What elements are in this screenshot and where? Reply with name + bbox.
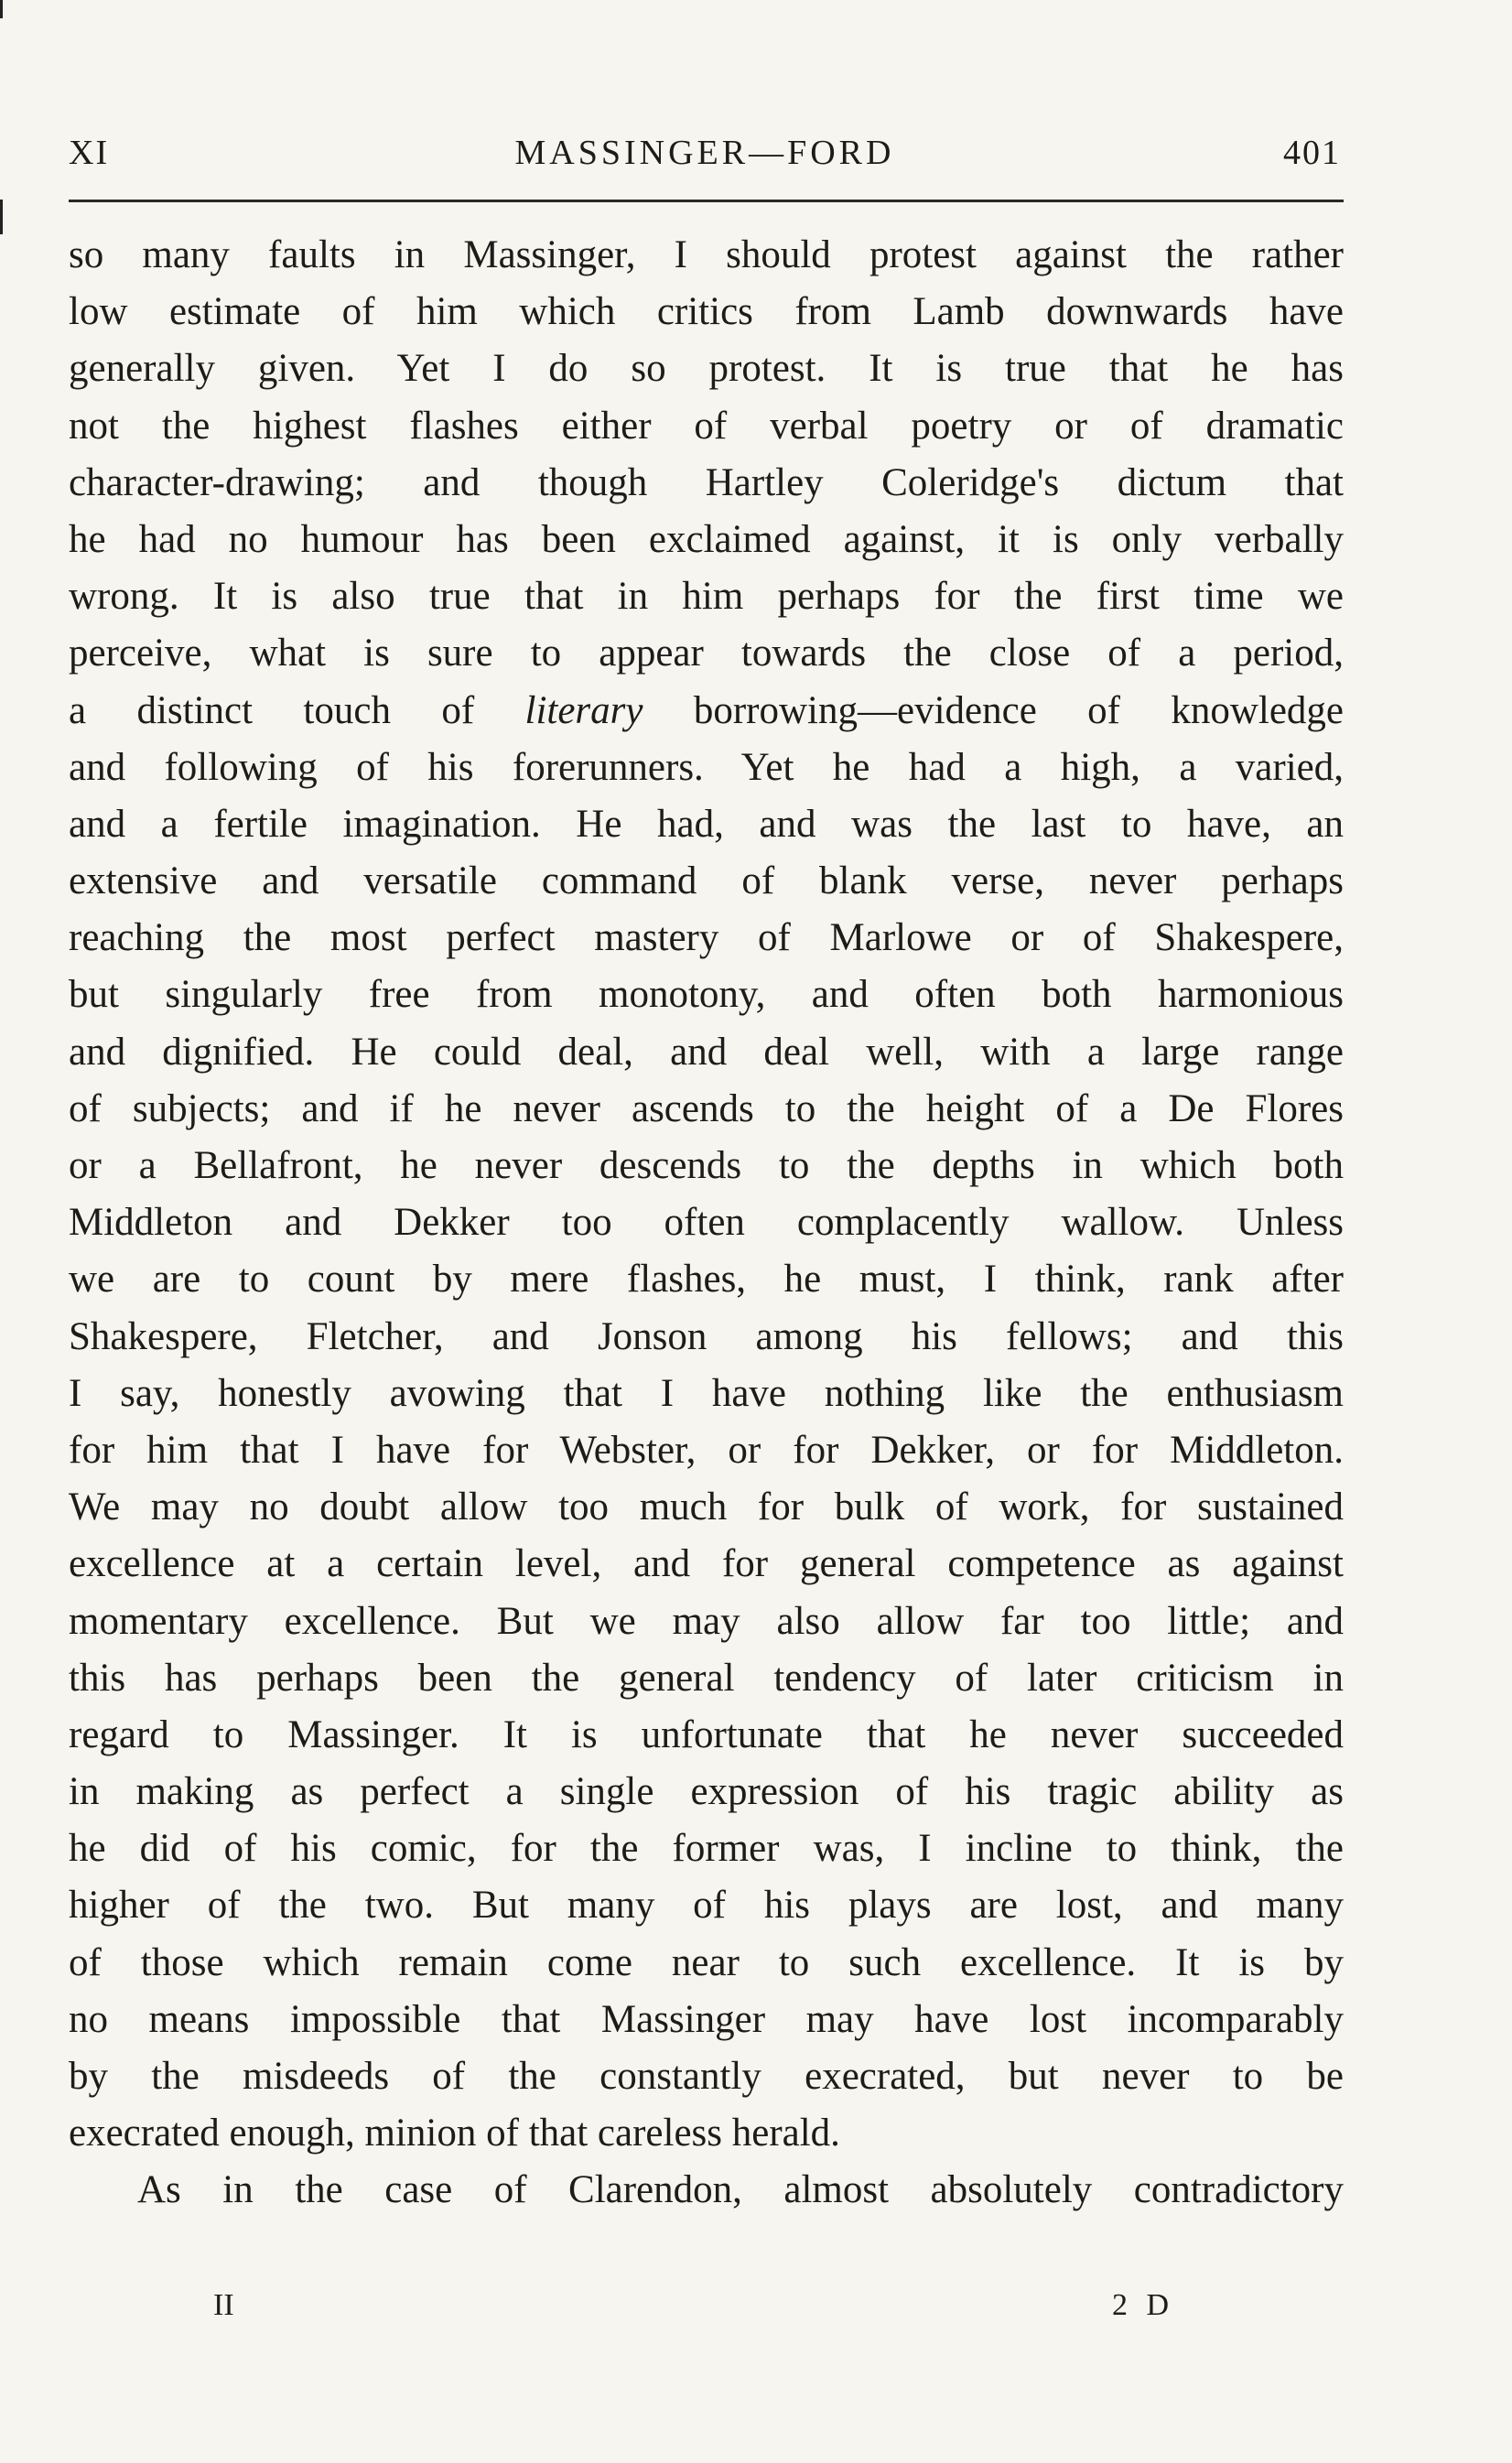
- running-header: [69, 133, 1341, 188]
- text-line: we are to count by mere flashes, he must, I think, rank after: [69, 1258, 1344, 1302]
- text-line: or a Bellafront, he never descends to the depths in which both: [69, 1144, 1344, 1187]
- italic-word: literary: [524, 688, 643, 732]
- text-line: generally given. Yet I do so protest. It is true that he has: [69, 347, 1344, 391]
- text-line: excellence at a certain level, and for general competence as against: [69, 1542, 1344, 1586]
- text-line: regard to Massinger. It is unfortunate that he never succeeded: [69, 1712, 1344, 1756]
- text-line: no means impossible that Massinger may have lost incomparably: [69, 1997, 1344, 2041]
- text-line: of subjects; and if he never ascends to the height of a De Flores: [69, 1086, 1344, 1130]
- text-line: Shakespere, Fletcher, and Jonson among his fellows; and this: [69, 1314, 1344, 1358]
- text-line: and following of his forerunners. Yet he had a high, a varied,: [69, 745, 1344, 789]
- text-line: momentary excellence. But we may also allow far too little; and: [69, 1599, 1344, 1643]
- text-line: he did of his comic, for the former was, I incline to think, the: [69, 1827, 1344, 1871]
- text-segment: a distinct touch of: [69, 688, 525, 732]
- chapter-number: XI: [69, 134, 110, 172]
- volume-number: II: [213, 2288, 234, 2322]
- text-line: by the misdeeds of the constantly execrated, but never to be: [69, 2055, 1344, 2098]
- page-number: 401: [1283, 134, 1341, 172]
- text-line: of those which remain come near to such excellence. It is by: [69, 1940, 1344, 1984]
- text-line: not the highest flashes either of verbal poetry or of dramatic: [69, 404, 1344, 448]
- paragraph-end-line: execrated enough, minion of that careless herald.: [69, 2112, 840, 2155]
- text-line: perceive, what is sure to appear towards the close of a period,: [69, 632, 1344, 675]
- paragraph-start-line: As in the case of Clarendon, almost absolutely contradictory: [137, 2168, 1344, 2212]
- text-line: higher of the two. But many of his plays are lost, and many: [69, 1884, 1344, 1928]
- text-line: I say, honestly avowing that I have nothing like the enthusiasm: [69, 1371, 1344, 1415]
- page-edge-mark: [0, 200, 3, 234]
- text-line: low estimate of him which critics from Lamb downwards have: [69, 290, 1344, 334]
- body-text: [69, 227, 1344, 2220]
- page-footer: [69, 2288, 1344, 2334]
- text-line: and dignified. He could deal, and deal well, with a large range: [69, 1030, 1344, 1074]
- text-line: extensive and versatile command of blank verse, never perhaps: [69, 859, 1344, 903]
- text-line-with-italic: [69, 683, 1344, 740]
- text-line: character-drawing; and though Hartley Coleridge's dictum that: [69, 460, 1344, 504]
- text-line: he had no humour has been exclaimed against, it is only verbally: [69, 517, 1344, 561]
- text-line: but singularly free from monotony, and often both harmonious: [69, 973, 1344, 1017]
- text-line: wrong. It is also true that in him perhaps for the first time we: [69, 575, 1344, 619]
- text-line: so many faults in Massinger, I should protest against the rather: [69, 233, 1344, 276]
- header-rule: [69, 200, 1344, 202]
- text-line: Middleton and Dekker too often complacently wallow. Unless: [69, 1201, 1344, 1245]
- running-title: MASSINGER—FORD: [514, 134, 895, 172]
- text-line: We may no doubt allow too much for bulk of work, for sustained: [69, 1485, 1344, 1529]
- text-line: reaching the most perfect mastery of Marlowe or of Shakespere,: [69, 916, 1344, 960]
- text-line: for him that I have for Webster, or for Dekker, or for Middleton.: [69, 1428, 1344, 1472]
- text-line: this has perhaps been the general tendency of later criticism in: [69, 1656, 1344, 1700]
- signature-mark: 2 D: [1112, 2288, 1175, 2322]
- text-segment: borrowing—evidence of knowledge: [643, 688, 1344, 732]
- text-line: and a fertile imagination. He had, and was the last to have, an: [69, 802, 1344, 846]
- text-line: in making as perfect a single expression of his tragic ability as: [69, 1770, 1344, 1814]
- page-edge-mark: [0, 0, 3, 18]
